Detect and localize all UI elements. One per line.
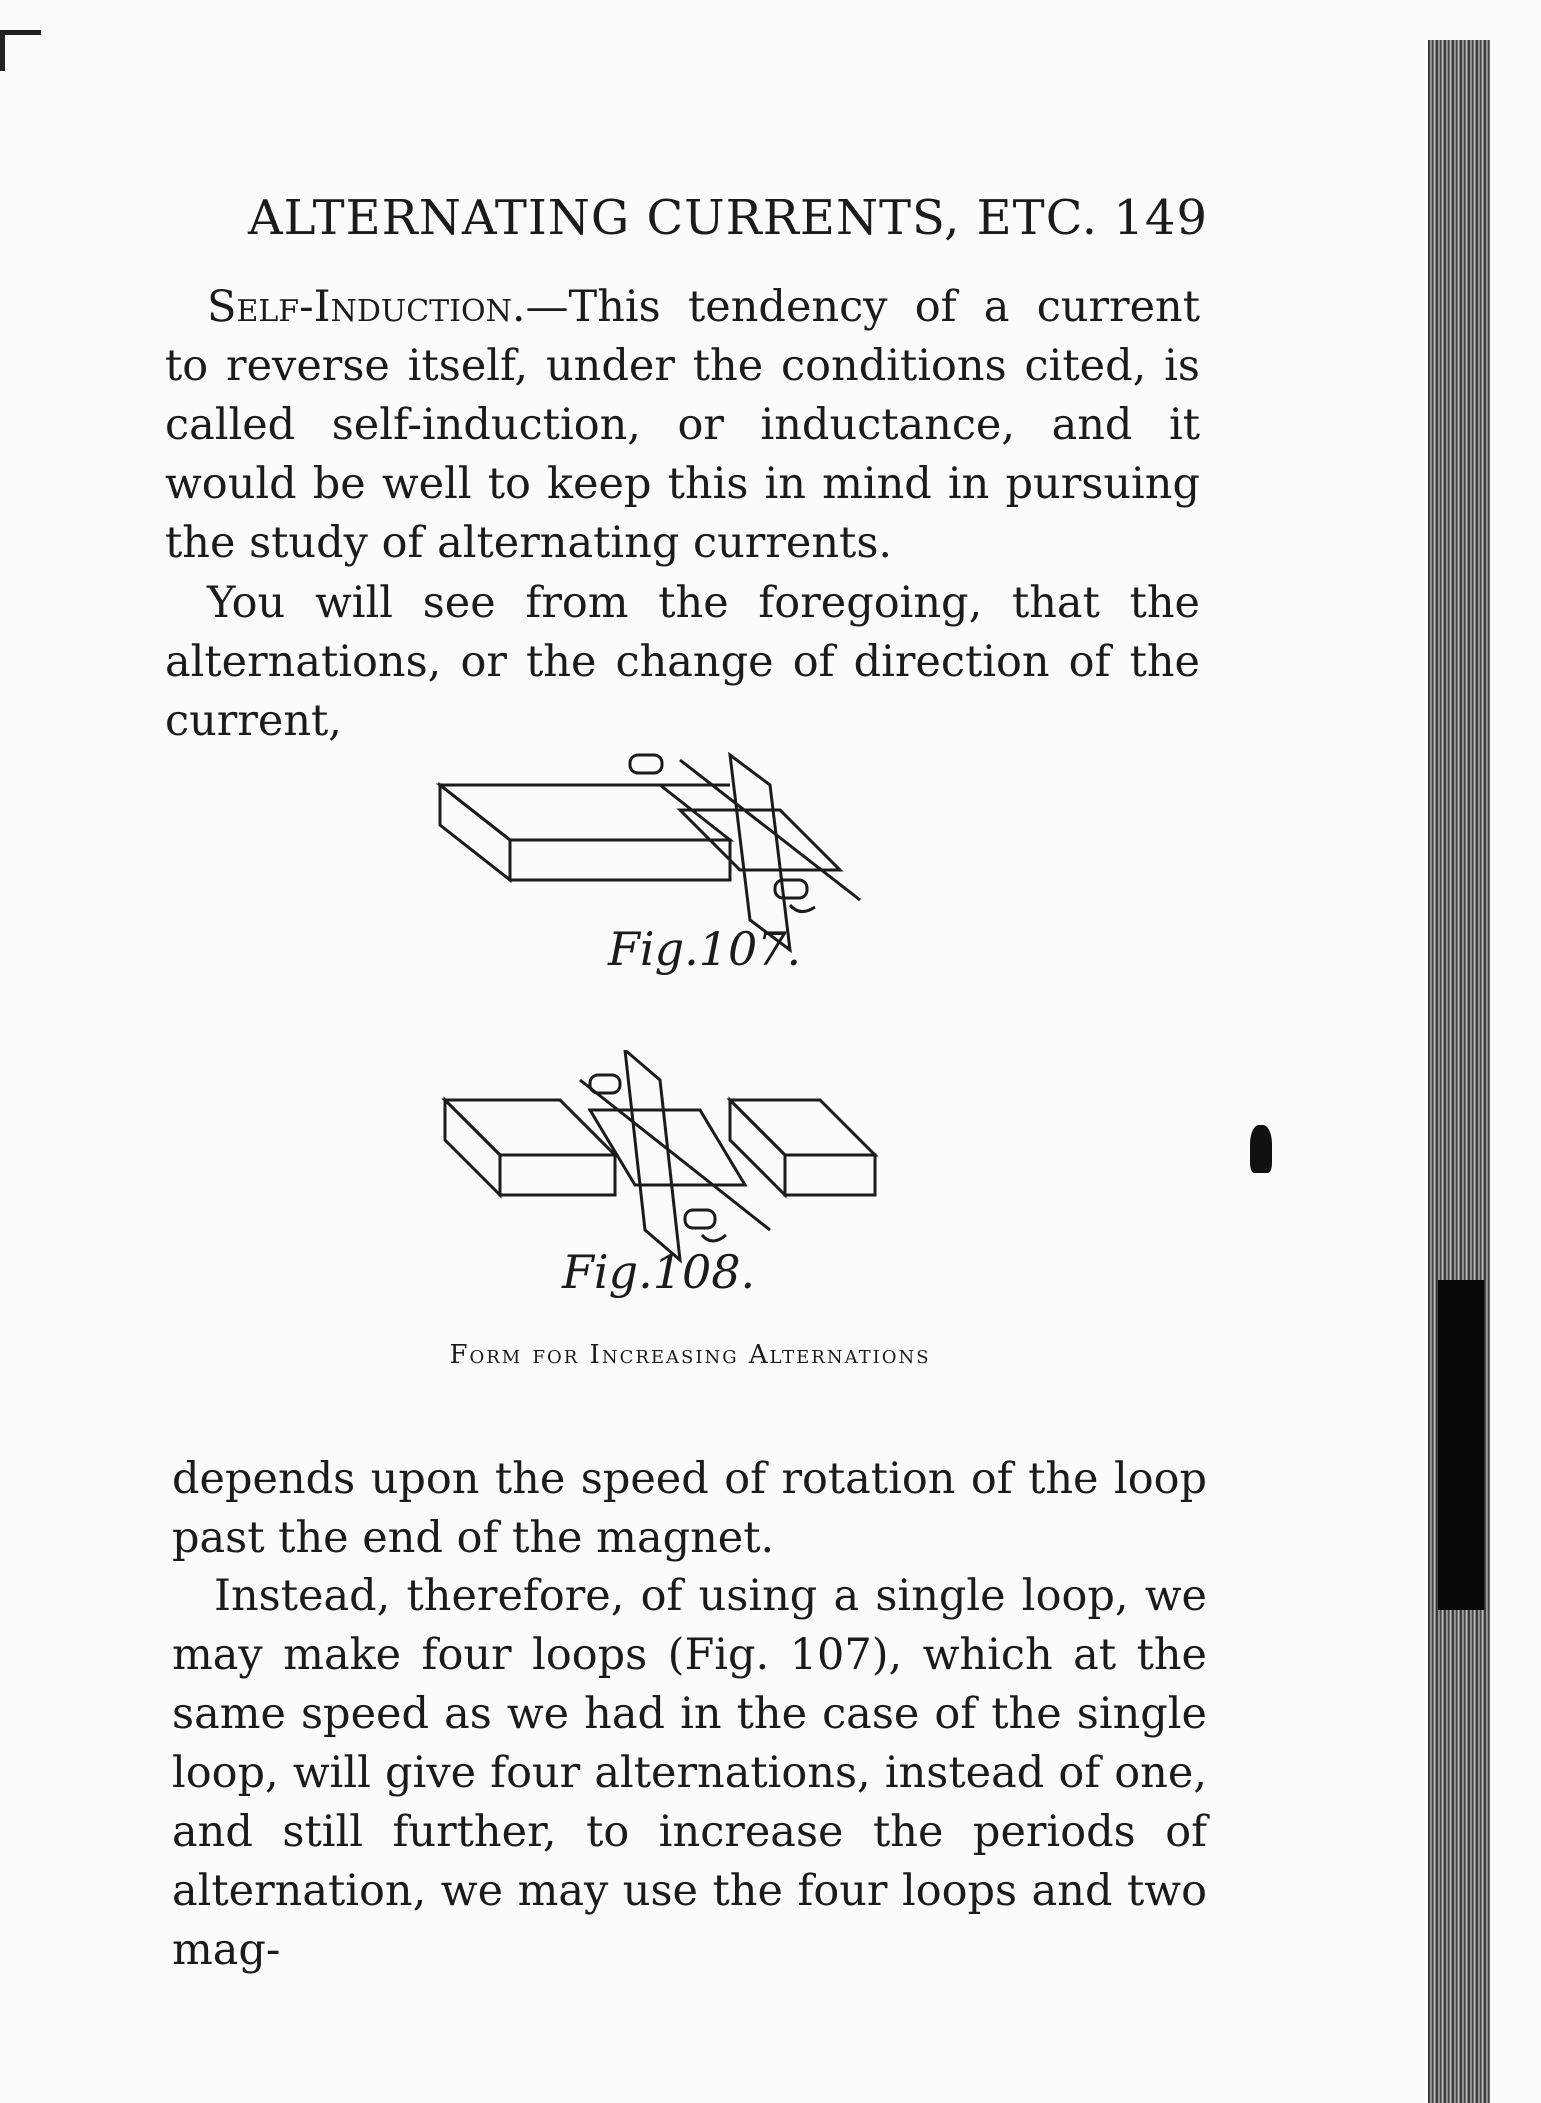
paragraph-text: You will see from the foregoing, that the alternations, or the change of direction of the current, [165, 578, 1200, 746]
right-magnet-top [730, 1100, 875, 1155]
right-magnet-side [730, 1100, 785, 1195]
ink-blot [1250, 1125, 1272, 1173]
paragraph-text: —This tendency of a current to reverse itself, under the conditions cited, is called self-induction, or inductance, and it would be well to keep this in mind in pursuing the study of alternating currents. [165, 282, 1200, 568]
paragraph-depends [172, 1450, 1207, 1568]
loop-plane-vertical [625, 1050, 680, 1260]
loop-plane-vertical [730, 755, 790, 950]
paragraph-text: depends upon the speed of rotation of the loop past the end of the magnet. [172, 1454, 1207, 1563]
book-spine-edge [1428, 40, 1490, 2103]
figure-caption: Form for Increasing Alternations [449, 1340, 931, 1370]
paragraph-self-induction [165, 278, 1200, 573]
spine-shadow [1438, 1280, 1484, 1610]
figure-108-label: Fig.108. [562, 1245, 756, 1299]
rotation-arrow [702, 1235, 726, 1241]
paragraph-text: Instead, therefore, of using a single loop, we may make four loops (Fig. 107), which at the same speed as we had in the case of the single loop, will give four alternations, instead of one, and still further, to increase the periods of alternation, we may use the four loops and two mag- [172, 1571, 1207, 1975]
commutator-bottom [685, 1210, 715, 1228]
running-title: ALTERNATING CURRENTS, ETC. [248, 190, 1098, 246]
magnet-top-face [440, 785, 730, 840]
paragraph-instead [172, 1567, 1207, 1980]
corner-crop-mark [0, 30, 41, 71]
figure-107-label: Fig.107. [608, 922, 802, 976]
commutator-top [630, 755, 662, 773]
magnet-front-face [510, 840, 730, 880]
magnet-side-face [440, 785, 510, 880]
left-magnet-side [445, 1100, 500, 1195]
page-number: 149 [1113, 190, 1208, 246]
rotation-arrow [790, 905, 815, 912]
left-magnet-front [500, 1155, 615, 1195]
commutator-bottom [775, 880, 807, 898]
section-lead: Self-Induction. [207, 282, 526, 332]
page-header [248, 190, 1208, 260]
paragraph-foregoing [165, 574, 1200, 751]
right-magnet-front [785, 1155, 875, 1195]
